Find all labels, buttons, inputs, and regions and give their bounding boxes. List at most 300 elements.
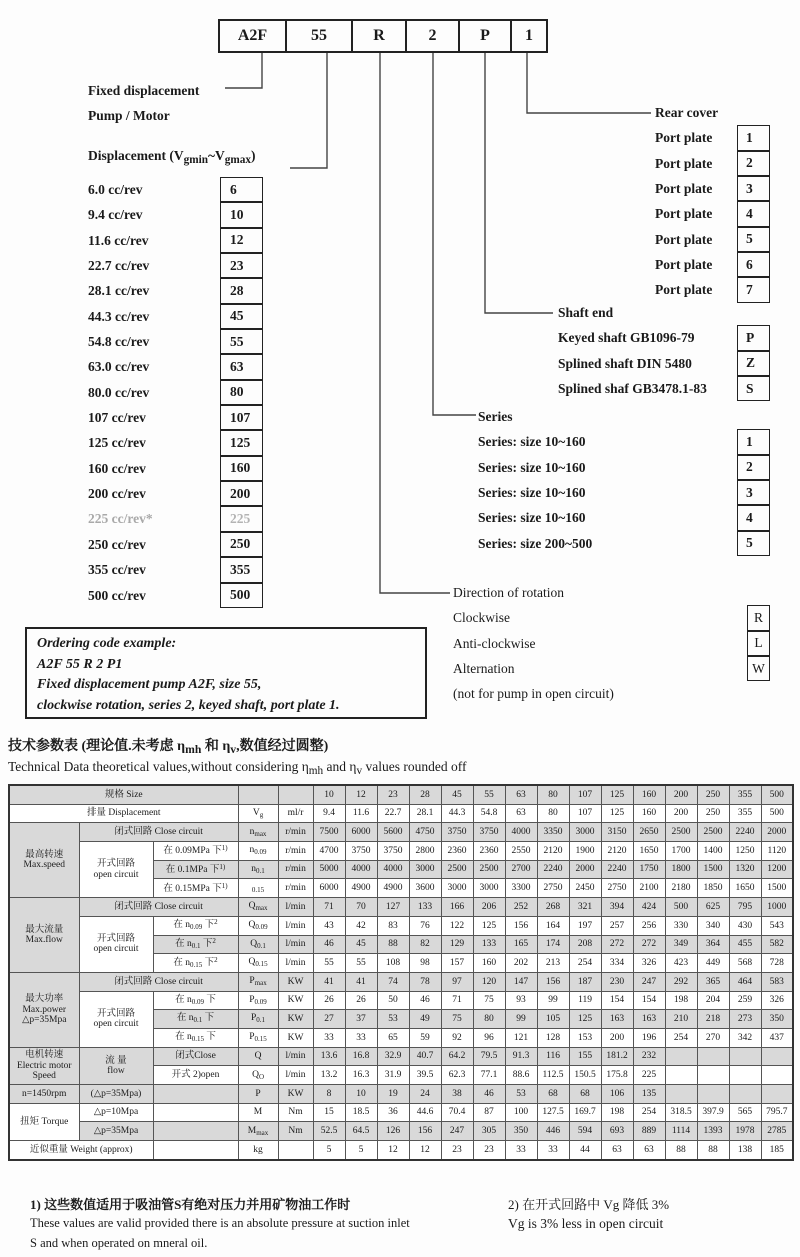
option-code-box: W [747, 656, 770, 681]
option-row [453, 631, 770, 656]
table-cell: 33 [505, 1141, 537, 1160]
table-cell: 4000 [505, 823, 537, 842]
displacement-code-box: 200 [220, 481, 263, 506]
table-cell: 26 [313, 991, 345, 1010]
table-cell: 82 [409, 935, 441, 954]
table-cell: l/min [278, 898, 313, 917]
table-cell: 200 [601, 1028, 633, 1047]
displacement-label: 500 cc/rev [88, 587, 146, 603]
displacement-row [88, 532, 388, 557]
table-cell: 500 [761, 804, 793, 823]
table-cell [153, 1122, 238, 1141]
table-row [9, 991, 793, 1010]
table-cell: 59 [409, 1028, 441, 1047]
table-cell: 1850 [697, 879, 729, 898]
displacement-code-box: 10 [220, 202, 263, 227]
table-cell: 163 [601, 1010, 633, 1029]
table-cell: 6000 [313, 879, 345, 898]
table-cell: l/min [278, 916, 313, 935]
table-cell: 80 [537, 804, 569, 823]
table-cell: 最大功率 Max.power △p=35Mpa [9, 972, 79, 1047]
table-cell: 2100 [633, 879, 665, 898]
example-line-3: Fixed displacement pump A2F, size 55, [37, 677, 262, 692]
table-cell: 规格 Size [9, 785, 238, 804]
displacement-code-box: 250 [220, 532, 263, 557]
table-cell: 100 [505, 1103, 537, 1122]
displacement-code-box: 55 [220, 329, 263, 354]
table-row [9, 785, 793, 804]
table-cell: 55 [345, 954, 377, 973]
table-cell: r/min [278, 823, 313, 842]
table-cell: $n_{0.1}$ [238, 860, 278, 879]
option-code-box: 3 [737, 480, 770, 505]
series-rows [478, 429, 770, 556]
table-row [9, 898, 793, 917]
displacement-code-box: 28 [220, 278, 263, 303]
table-cell: 80 [537, 785, 569, 804]
table-cell: 79.5 [473, 1047, 505, 1066]
table-cell: 19 [377, 1085, 409, 1104]
table-cell: 350 [505, 1122, 537, 1141]
table-cell: 364 [697, 935, 729, 954]
series-title: Series [478, 409, 513, 424]
table-cell: 2360 [473, 842, 505, 861]
table-cell: 26 [345, 991, 377, 1010]
table-cell: n=1450rpm [9, 1085, 79, 1104]
table-cell: 153 [569, 1028, 601, 1047]
table-cell: 闭式回路 Close circuit [79, 823, 238, 842]
table-cell: 200 [665, 804, 697, 823]
table-cell [153, 1141, 238, 1160]
table-cell: 2500 [697, 823, 729, 842]
table-cell: 133 [409, 898, 441, 917]
connector-rotation-line [380, 53, 450, 593]
displacement-code-box: 355 [220, 557, 263, 582]
table-cell: 397.9 [697, 1103, 729, 1122]
table-cell: 87 [473, 1103, 505, 1122]
table-cell: 45 [441, 785, 473, 804]
table-cell: 88 [697, 1141, 729, 1160]
table-cell: 252 [505, 898, 537, 917]
table-cell: 开式回路 open circuit [79, 842, 153, 898]
table-cell [697, 1047, 729, 1066]
option-code-box: Z [737, 351, 770, 376]
table-cell: KW [278, 1085, 313, 1104]
table-cell: 125 [601, 785, 633, 804]
table-cell: 46 [473, 1085, 505, 1104]
fixed-displacement-line1: Fixed displacement [88, 83, 200, 98]
tech-data-title-zh: 技术参数表 (理论值.未考虑 $\eta_{mh}$ 和 $\eta_v$,数值经过圆整) [8, 739, 329, 756]
option-row [478, 531, 770, 556]
table-cell: $P_{0.1}$ [238, 1010, 278, 1029]
displacement-label: 28.1 cc/rev [88, 283, 150, 299]
table-cell [238, 785, 278, 804]
table-row [9, 1141, 793, 1160]
displacement-code-box: 107 [220, 405, 263, 430]
table-cell: 46 [409, 991, 441, 1010]
table-cell: 122 [441, 916, 473, 935]
option-label: Port plate [655, 231, 713, 247]
table-cell: 63 [601, 1141, 633, 1160]
table-cell: △p=10Mpa [79, 1103, 153, 1122]
table-cell [153, 1103, 238, 1122]
option-row [655, 201, 770, 226]
table-cell: 在 $n_{0.15}$ 下 [153, 1028, 238, 1047]
table-cell: $n_{0.09}$ [238, 842, 278, 861]
table-cell: 318.5 [665, 1103, 697, 1122]
table-cell: 3600 [409, 879, 441, 898]
table-cell: 3000 [409, 860, 441, 879]
table-cell: 1320 [729, 860, 761, 879]
table-cell: 196 [633, 1028, 665, 1047]
table-cell: 33 [345, 1028, 377, 1047]
table-cell: 2650 [633, 823, 665, 842]
displacement-code-box: 12 [220, 228, 263, 253]
rotation-rows [453, 605, 770, 681]
option-label: Clockwise [453, 610, 510, 626]
table-cell: 164 [537, 916, 569, 935]
displacement-code-box: 23 [220, 253, 263, 278]
option-code-box: S [737, 376, 770, 401]
displacement-row [88, 253, 388, 278]
table-cell: r/min [278, 842, 313, 861]
displacement-list [88, 177, 388, 608]
table-cell: 2120 [537, 842, 569, 861]
table-cell: 4700 [313, 842, 345, 861]
displacement-label: 44.3 cc/rev [88, 308, 150, 324]
option-label: Port plate [655, 130, 713, 146]
table-cell: 3750 [473, 823, 505, 842]
table-cell: 40.7 [409, 1047, 441, 1066]
footnote1-en2: S and when operated on mneral oil. [30, 1236, 208, 1250]
table-cell: 4900 [345, 879, 377, 898]
table-cell: 52.5 [313, 1122, 345, 1141]
displacement-code-box: 80 [220, 380, 263, 405]
table-cell: 41 [313, 972, 345, 991]
table-cell: KW [278, 991, 313, 1010]
table-cell [153, 1085, 238, 1104]
table-cell [761, 1066, 793, 1085]
table-cell: 在 $n_{0.09}$ 下 [153, 991, 238, 1010]
table-cell: 163 [633, 1010, 665, 1029]
displacement-row [88, 456, 388, 481]
table-cell: 254 [633, 1103, 665, 1122]
table-cell: 1978 [729, 1122, 761, 1141]
table-cell: 70 [345, 898, 377, 917]
table-cell: 68 [569, 1085, 601, 1104]
table-cell: 77.1 [473, 1066, 505, 1085]
option-code-box: 3 [737, 176, 770, 201]
table-cell: 5 [313, 1141, 345, 1160]
table-cell: 2000 [761, 823, 793, 842]
table-cell: 583 [761, 972, 793, 991]
rotation-title: Direction of rotation [453, 585, 564, 600]
table-row [9, 1047, 793, 1066]
table-cell: 在 0.1MPa 下$^{1)}$ [153, 860, 238, 879]
option-row [655, 227, 770, 252]
table-cell: △p=35Mpa [79, 1122, 153, 1141]
table-cell: 138 [729, 1141, 761, 1160]
table-cell: 流 量 flow [79, 1047, 153, 1084]
table-cell [761, 1085, 793, 1104]
table-cell: 2360 [441, 842, 473, 861]
table-cell: 594 [569, 1122, 601, 1141]
table-cell: 64.5 [345, 1122, 377, 1141]
table-cell: 455 [729, 935, 761, 954]
table-cell: 42 [345, 916, 377, 935]
table-cell: 46 [313, 935, 345, 954]
displacement-row [88, 430, 388, 455]
table-cell: KW [278, 1028, 313, 1047]
table-cell: 近似重量 Weight (approx) [9, 1141, 153, 1160]
option-row [453, 605, 770, 630]
table-cell [665, 1085, 697, 1104]
option-code-box: 2 [737, 455, 770, 480]
table-cell: 693 [601, 1122, 633, 1141]
table-cell: 最大流量 Max.flow [9, 898, 79, 973]
table-cell: 3350 [537, 823, 569, 842]
connector-displacement-line [290, 53, 327, 168]
table-cell: 23 [473, 1141, 505, 1160]
table-cell: 54.8 [473, 804, 505, 823]
displacement-row [88, 405, 388, 430]
table-cell: 在 $n_{0.1}$ 下 [153, 1010, 238, 1029]
table-cell: 8 [313, 1085, 345, 1104]
table-cell: 154 [633, 991, 665, 1010]
table-cell: 1120 [761, 842, 793, 861]
table-cell: 4750 [409, 823, 441, 842]
table-cell [697, 1066, 729, 1085]
table-cell: 160 [633, 804, 665, 823]
table-cell: 334 [601, 954, 633, 973]
option-code-box: L [747, 631, 770, 656]
table-cell: 500 [665, 898, 697, 917]
tech-table-wrap [8, 784, 794, 1161]
table-cell: 305 [473, 1122, 505, 1141]
table-cell: 230 [601, 972, 633, 991]
displacement-code-box: 6 [220, 177, 263, 202]
displacement-label: 225 cc/rev* [88, 511, 153, 527]
table-cell: $P_{0.09}$ [238, 991, 278, 1010]
table-cell: 2120 [601, 842, 633, 861]
option-code-box: 1 [737, 429, 770, 454]
option-code-box: P [737, 325, 770, 350]
table-cell: 在 0.09MPa 下$^{1)}$ [153, 842, 238, 861]
table-cell: 32.9 [377, 1047, 409, 1066]
table-cell: $n_{max}$ [238, 823, 278, 842]
table-cell: 75 [441, 1010, 473, 1029]
table-cell: 326 [633, 954, 665, 973]
table-cell: 76 [409, 916, 441, 935]
connector-shaft-line [485, 53, 553, 313]
displacement-row [88, 278, 388, 303]
table-cell: 166 [441, 898, 473, 917]
displacement-code-box: 63 [220, 354, 263, 379]
table-cell: 156 [409, 1122, 441, 1141]
table-cell: 3300 [505, 879, 537, 898]
table-cell: 27 [313, 1010, 345, 1029]
table-cell: 321 [569, 898, 601, 917]
table-cell: 80 [473, 1010, 505, 1029]
table-cell: 2700 [505, 860, 537, 879]
table-cell: 342 [729, 1028, 761, 1047]
table-cell [665, 1066, 697, 1085]
table-cell: 273 [729, 1010, 761, 1029]
option-code-box: 4 [737, 201, 770, 226]
option-label: Series: size 200~500 [478, 535, 593, 551]
displacement-code-box: 500 [220, 583, 263, 608]
table-cell: 204 [697, 991, 729, 1010]
table-cell: 1750 [633, 860, 665, 879]
table-cell: 1700 [665, 842, 697, 861]
table-cell: 272 [601, 935, 633, 954]
table-cell: 394 [601, 898, 633, 917]
displacement-label: 11.6 cc/rev [88, 232, 149, 248]
table-cell: 107 [569, 804, 601, 823]
displacement-row [88, 177, 388, 202]
code-box-rotation: R [351, 19, 407, 53]
option-label: Series: size 10~160 [478, 459, 586, 475]
table-cell: (△p=35Mpa) [79, 1085, 153, 1104]
displacement-row [88, 354, 388, 379]
table-cell: 133 [473, 935, 505, 954]
table-cell: 83 [377, 916, 409, 935]
table-cell: 259 [729, 991, 761, 1010]
table-cell: 125 [569, 1010, 601, 1029]
table-cell: 2550 [505, 842, 537, 861]
table-cell: 电机转速 Electric motor Speed [9, 1047, 79, 1084]
table-cell: 28 [409, 785, 441, 804]
table-cell: 112.5 [537, 1066, 569, 1085]
table-cell: 2500 [665, 823, 697, 842]
table-cell: KW [278, 972, 313, 991]
option-code-box: 5 [737, 227, 770, 252]
shaft-end-rows [558, 325, 770, 401]
table-row [9, 972, 793, 991]
table-cell: 1500 [697, 860, 729, 879]
table-cell: $Q_{0.09}$ [238, 916, 278, 935]
table-cell: 355 [729, 785, 761, 804]
displacement-label: 200 cc/rev [88, 486, 146, 502]
option-label: Port plate [655, 181, 713, 197]
table-cell: 728 [761, 954, 793, 973]
option-label: Anti-clockwise [453, 635, 536, 651]
displacement-label: 22.7 cc/rev [88, 258, 150, 274]
fixed-displacement-line2: Pump / Motor [88, 108, 170, 123]
table-cell: 106 [601, 1085, 633, 1104]
example-line-2: A2F 55 R 2 P1 [37, 656, 123, 672]
table-cell: 165 [505, 935, 537, 954]
table-cell: 44.3 [441, 804, 473, 823]
table-cell [665, 1047, 697, 1066]
table-cell: $Q_{0.1}$ [238, 935, 278, 954]
table-cell: 198 [601, 1103, 633, 1122]
table-cell: 3750 [345, 842, 377, 861]
table-cell: 6000 [345, 823, 377, 842]
table-cell: 1400 [697, 842, 729, 861]
table-cell: 18.5 [345, 1103, 377, 1122]
table-cell: 88 [665, 1141, 697, 1160]
table-cell: 2180 [665, 879, 697, 898]
table-cell [729, 1047, 761, 1066]
table-cell: 5600 [377, 823, 409, 842]
option-row [558, 325, 770, 350]
displacement-row [88, 481, 388, 506]
table-cell: 155 [569, 1047, 601, 1066]
rear-cover-rows [655, 125, 770, 302]
table-cell: 270 [697, 1028, 729, 1047]
table-cell: 247 [633, 972, 665, 991]
table-cell: 197 [569, 916, 601, 935]
table-cell: 181.2 [601, 1047, 633, 1066]
table-cell: 39.5 [409, 1066, 441, 1085]
table-cell: 250 [697, 804, 729, 823]
fixed-displacement-label [88, 78, 199, 128]
table-row [9, 823, 793, 842]
table-cell: 1250 [729, 842, 761, 861]
table-cell: 268 [537, 898, 569, 917]
table-cell: 218 [697, 1010, 729, 1029]
option-row [478, 505, 770, 530]
table-cell: 44.6 [409, 1103, 441, 1122]
table-cell: 22.7 [377, 804, 409, 823]
table-cell: 2750 [537, 879, 569, 898]
table-cell: 154 [601, 991, 633, 1010]
table-cell: 98 [409, 954, 441, 973]
rear-cover-title: Rear cover [655, 105, 719, 120]
table-cell: 45 [345, 935, 377, 954]
table-cell: 232 [633, 1047, 665, 1066]
table-cell: 208 [569, 935, 601, 954]
option-code-box: 5 [737, 531, 770, 556]
displacement-label: 6.0 cc/rev [88, 182, 143, 197]
table-cell: 156 [537, 972, 569, 991]
table-cell: 437 [761, 1028, 793, 1047]
table-cell: 135 [633, 1085, 665, 1104]
option-row [558, 351, 770, 376]
option-label: Port plate [655, 155, 713, 171]
ordering-code-boxes [218, 19, 548, 53]
table-row [9, 1103, 793, 1122]
option-row [478, 455, 770, 480]
table-cell: 36 [377, 1103, 409, 1122]
table-cell: 5000 [313, 860, 345, 879]
table-cell: $M_{max}$ [238, 1122, 278, 1141]
option-code-box: 6 [737, 252, 770, 277]
table-cell: 500 [761, 785, 793, 804]
table-cell: 62.3 [441, 1066, 473, 1085]
table-row [9, 1085, 793, 1104]
table-cell: 625 [697, 898, 729, 917]
option-label: Splined shaf GB3478.1-83 [558, 381, 707, 397]
table-cell: 128 [537, 1028, 569, 1047]
ordering-example-box [25, 627, 427, 719]
table-cell: 63 [505, 804, 537, 823]
table-cell: 257 [601, 916, 633, 935]
table-cell: 23 [377, 785, 409, 804]
table-cell: 1650 [633, 842, 665, 861]
table-cell: 在 $n_{0.15}$ 下$^2$ [153, 954, 238, 973]
table-cell: 50 [377, 991, 409, 1010]
code-box-series-no: 2 [405, 19, 460, 53]
table-cell: 37 [345, 1010, 377, 1029]
series-group [478, 404, 770, 556]
table-cell: Nm [278, 1122, 313, 1141]
table-cell: 423 [665, 954, 697, 973]
footnote1-zh: 1) 这些数值适用于吸油管S有绝对压力并用矿物油工作时 [30, 1197, 351, 1212]
option-code-box: 1 [737, 125, 770, 150]
table-cell: 4900 [377, 879, 409, 898]
